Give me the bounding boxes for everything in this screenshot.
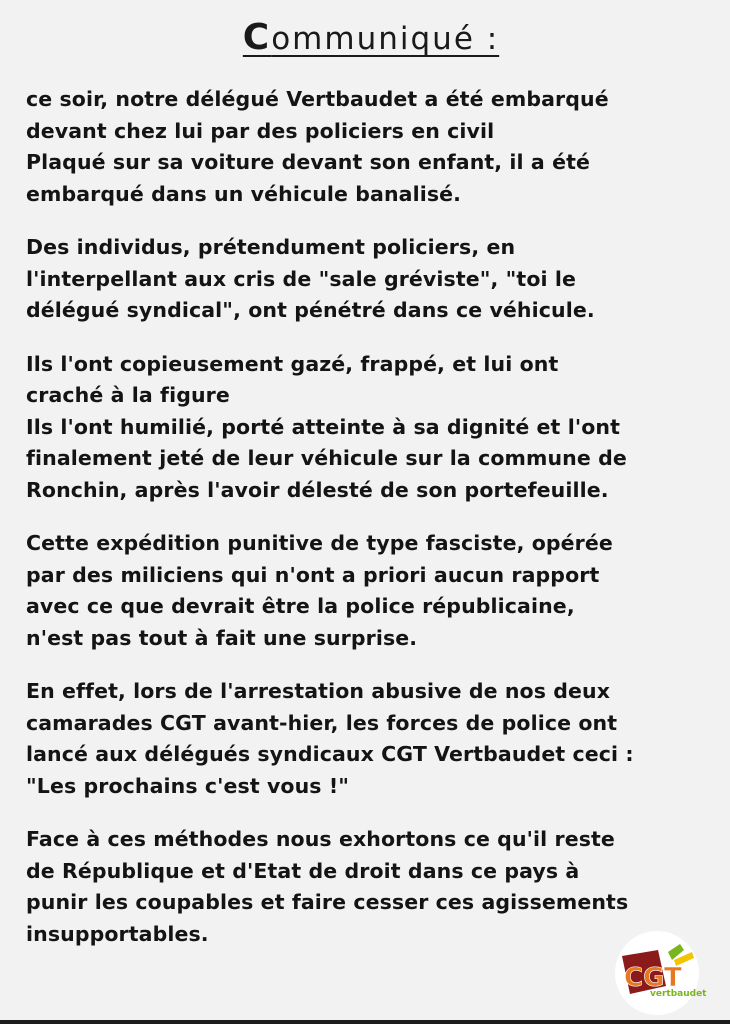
paragraph-2 (26, 232, 716, 327)
cgt-vertbaudet-logo (614, 930, 707, 1016)
paragraph-line: l'interpellant aux cris de "sale gréviste", "toi le (26, 266, 576, 291)
communique-body (26, 84, 716, 950)
paragraph-line: avec ce que devrait être la police républicaine, (26, 594, 575, 618)
paragraph-line: Ronchin, après l'avoir délesté de son portefeuille. (26, 477, 609, 502)
paragraph-5 (26, 676, 716, 802)
paragraph-line: punir les coupables et faire cesser ces agissements (26, 890, 629, 914)
paragraph-line: camarades CGT avant-hier, les forces de police ont (26, 710, 618, 735)
paragraph-line: En effet, lors de l'arrestation abusive de nos deux (26, 679, 611, 703)
paragraph-1 (26, 84, 716, 210)
paragraph-line: finalement jeté de leur véhicule sur la commune de (26, 446, 627, 470)
paragraph-line: Ils l'ont humilié, porté atteinte à sa dignité et l'ont (26, 414, 620, 439)
page-title (243, 18, 499, 59)
paragraph-line: insupportables. (26, 921, 209, 946)
logo-cgt-text: CGT (624, 963, 682, 993)
paragraph-line: de République et d'Etat de droit dans ce pays à (26, 858, 580, 883)
paragraph-line: Ils l'ont copieusement gazé, frappé, et lui ont (26, 351, 559, 376)
paragraph-3 (26, 349, 716, 507)
paragraph-line: par des miliciens qui n'ont a priori aucun rapport (26, 562, 600, 587)
title-first-letter: C (242, 17, 272, 58)
paragraph-line: ce soir, notre délégué Vertbaudet a été embarqué (26, 87, 609, 111)
paragraph-line: Plaqué sur sa voiture devant son enfant, il a été (26, 150, 590, 174)
bottom-border (0, 1020, 730, 1024)
paragraph-line: devant chez lui par des policiers en civil (26, 118, 495, 143)
paragraph-4 (26, 528, 716, 654)
paragraph-6 (26, 824, 716, 950)
logo-subtext: vertbaudet (650, 989, 707, 999)
paragraph-line: délégué syndical", ont pénétré dans ce véhicule. (26, 298, 595, 322)
paragraph-line: Cette expédition punitive de type fasciste, opérée (26, 531, 613, 555)
paragraph-line: Face à ces méthodes nous exhortons ce qu'il reste (26, 827, 615, 851)
title-wrapper (26, 18, 716, 62)
paragraph-line: n'est pas tout à fait une surprise. (26, 625, 418, 650)
title-rest: ommuniqué : (271, 21, 500, 57)
paragraph-line: lancé aux délégués syndicaux CGT Vertbaudet ceci : (26, 742, 634, 766)
paragraph-line: embarqué dans un véhicule banalisé. (26, 181, 462, 206)
paragraph-line: craché à la figure (26, 383, 230, 407)
paragraph-line: Des individus, prétendument policiers, en (26, 235, 516, 259)
paragraph-line: "Les prochains c'est vous !" (26, 773, 350, 798)
